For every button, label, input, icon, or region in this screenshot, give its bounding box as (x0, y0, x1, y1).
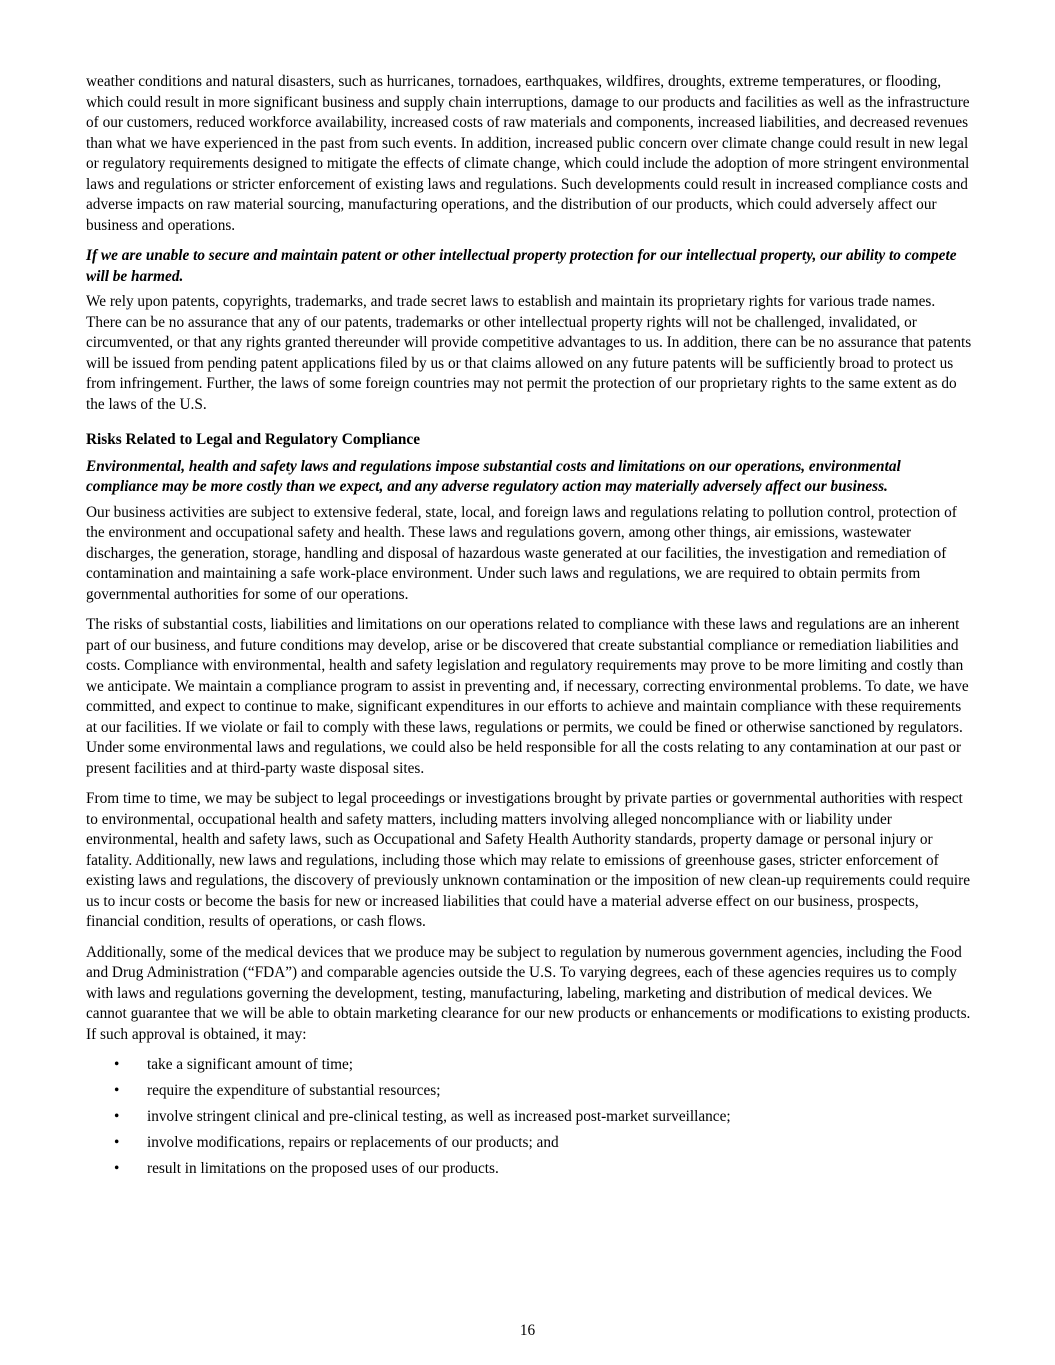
paragraph-legal-proceedings: From time to time, we may be subject to legal proceedings or investigations brought by private parties or governmental authorities with respect to environmental, occupational health and safety matters, including matters involving alleged noncompliance with or liability under environmental, health and safety laws, such as Occupational and Safety Health Authority standards, property damage or personal injury or fatality. Additionally, new laws and regulations, including those which may relate to emissions of greenhouse gases, stricter enforcement of existing laws and regulations, the discovery of previously unknown contamination or the imposition of new clean-up requirements could require us to incur costs or become the basis for new or increased liabilities that could have a material adverse effect on our business, prospects, financial condition, results of operations, or cash flows. (86, 790, 971, 930)
section-heading-legal-regulatory: Risks Related to Legal and Regulatory Compliance (86, 431, 420, 448)
bullet-glyph: • (114, 1160, 120, 1177)
list-item (86, 1107, 974, 1128)
paragraph-climate: weather conditions and natural disasters, such as hurricanes, tornadoes, earthquakes, wildfires, droughts, extreme temperatures, or flooding, which could result in more significant business and supply chain interruptions, damage to our products and facilities as well as the infrastructure of our customers, reduced workforce availability, increased costs of raw materials and components, increased liabilities, and decreased revenues than what we have experienced in the past from such events. In addition, increased public concern over climate change could result in new legal or regulatory requirements designed to mitigate the effects of climate change, which could include the adoption of more stringent environmental laws and regulations or stricter enforcement of existing laws and regulations. Such developments could result in increased compliance costs and adverse impacts on raw material sourcing, manufacturing operations, and the distribution of our products, which could adversely affect our business and operations. (86, 73, 970, 234)
list-item (86, 1159, 974, 1180)
paragraph-patents: We rely upon patents, copyrights, trademarks, and trade secret laws to establish and maintain its proprietary rights for various trade names. There can be no assurance that any of our patents, trademarks or other intellectual property rights will not be challenged, invalidated, or circumvented, or that any rights granted thereunder will provide competitive advantages to us. In addition, there can be no assurance that patents will be issued from pending patent applications filed by us or that claims allowed on any future patents will be sufficiently broad to protect us from infringement. Further, the laws of some foreign countries may not permit the protection of our proprietary rights to the same extent as do the laws of the U.S. (86, 293, 972, 413)
paragraph-risks-costs: The risks of substantial costs, liabilities and limitations on our operations related to compliance with these laws and regulations are an inherent part of our business, and future conditions may develop, arise or be discovered that create substantial compliance or remediation liabilities and costs. Compliance with environmental, health and safety legislation and regulatory requirements may prove to be more limiting and costly than we anticipate. We maintain a compliance program to assist in preventing and, if necessary, correcting environmental problems. To date, we have committed, and expect to continue to make, significant expenditures in our efforts to achieve and maintain compliance with these requirements at our facilities. If we violate or fail to comply with these laws, regulations or permits, we could be fined or otherwise sanctioned by regulators. Under some environmental laws and regulations, we could also be held responsible for all the costs relating to any contamination at our past or present facilities and at third-party waste disposal sites. (86, 616, 969, 777)
bullet-glyph: • (114, 1082, 120, 1099)
list-item (86, 1055, 974, 1076)
approval-bullet-list (86, 1055, 974, 1180)
heading-environmental: Environmental, health and safety laws and regulations impose substantial costs and limitations on our operations, environmental compliance may be more costly than we expect, and any adverse regulatory action may materially adversely affect our business. (86, 457, 901, 495)
list-item (86, 1133, 974, 1154)
document-page (86, 72, 974, 1185)
list-item-text: result in limitations on the proposed uses of our products. (147, 1160, 499, 1177)
paragraph-medical-devices: Additionally, some of the medical devices that we produce may be subject to regulation by numerous government agencies, including the Food and Drug Administration (“FDA”) and comparable agencies outside the U.S. To varying degrees, each of these agencies requires us to comply with laws and regulations governing the development, testing, manufacturing, labeling, marketing and distribution of medical devices. We cannot guarantee that we will be able to obtain marketing clearance for our new products or enhancements or modifications to existing products. If such approval is obtained, it may: (86, 943, 971, 1043)
list-item-text: take a significant amount of time; (147, 1056, 354, 1073)
bullet-glyph: • (114, 1056, 120, 1073)
bullet-glyph: • (114, 1134, 120, 1151)
heading-intellectual-property: If we are unable to secure and maintain patent or other intellectual property protection for our intellectual property, our ability to compete will be harmed. (86, 247, 957, 285)
paragraph-business-activities: Our business activities are subject to extensive federal, state, local, and foreign laws and regulations relating to pollution control, protection of the environment and occupational safety and health. These laws and regulations govern, among other things, air emissions, wastewater discharges, the generation, storage, handling and disposal of hazardous waste generated at our facilities, the investigation and remediation of contamination and maintaining a safe work-place environment. Under such laws and regulations, we are required to obtain permits from governmental authorities for some of our operations. (86, 503, 957, 603)
bullet-glyph: • (114, 1108, 120, 1125)
list-item-text: involve stringent clinical and pre-clinical testing, as well as increased post-market surveillance; (147, 1108, 731, 1125)
list-item-text: require the expenditure of substantial resources; (147, 1082, 441, 1099)
list-item-text: involve modifications, repairs or replacements of our products; and (147, 1134, 559, 1151)
page-number: 16 (519, 1322, 536, 1339)
list-item (86, 1081, 974, 1102)
